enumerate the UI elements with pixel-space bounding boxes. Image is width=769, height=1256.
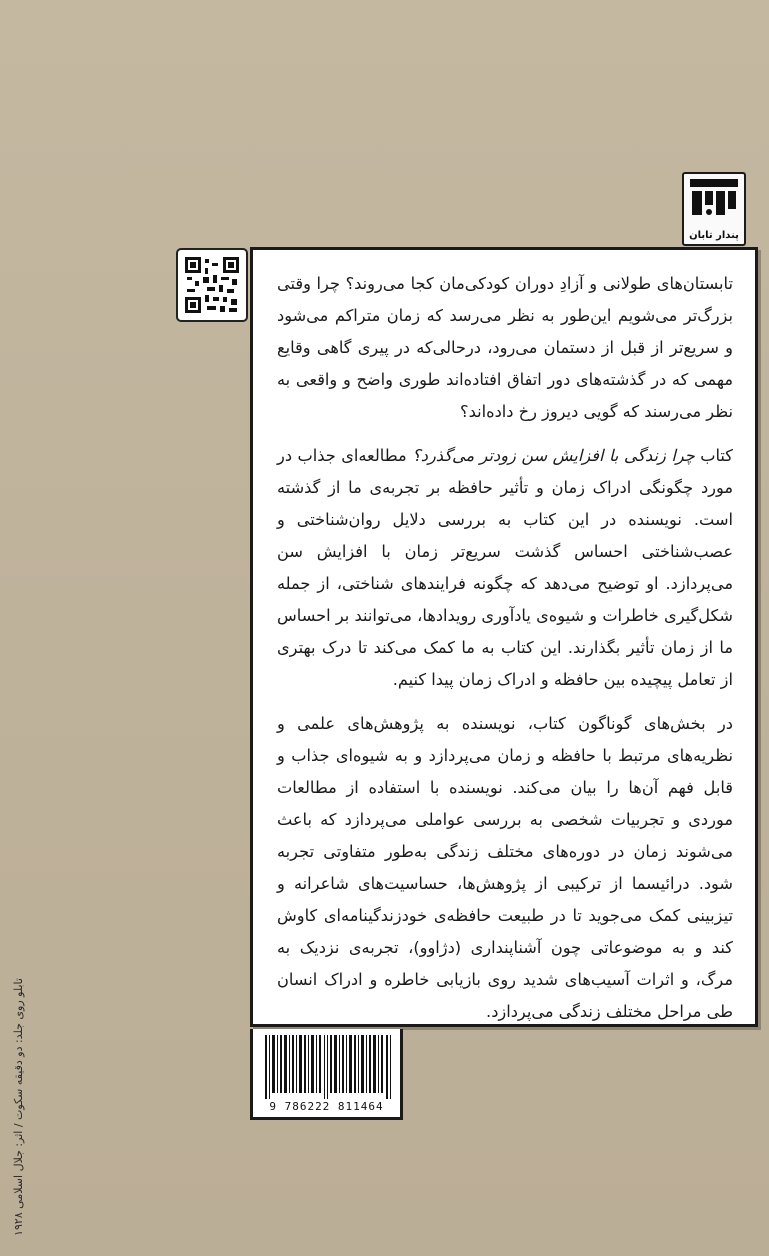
publisher-logo-icon [690, 179, 738, 219]
cover-art-credit: تابلو روی جلد: دو دقیقه سکوت / اثر: جلال اسلامی ۱۹۲۸ [12, 978, 25, 1236]
blurb-paragraph-1: تابستان‌های طولانی و آزادِ دوران کودکی‌مان کجا می‌روند؟ چرا وقتی بزرگ‌تر می‌شویم این‌طور به نظر می‌رسد که زمان متراکم می‌شود و سریع‌تر از قبل از دستمان می‌رود، درحالی‌که در پیری گاهی وقایع مهمی که در گذشته‌های دور اتفاق افتاده‌اند طوری واضح و واقعی به نظر می‌رسند که گویی دیروز رخ داده‌اند؟ [277, 274, 733, 421]
blurb-paragraph-2-prefix: کتاب [700, 446, 733, 465]
blurb-paragraph-2 [277, 440, 733, 696]
isbn-barcode [250, 1029, 403, 1120]
book-title-inline: چرا زندگی با افزایش سن زودتر می‌گذرد؟ [412, 446, 695, 465]
barcode-icon [261, 1035, 396, 1099]
isbn-number: 9 786222 811464 [269, 1100, 384, 1113]
publisher-name: پندار تابان [689, 230, 739, 241]
publisher-logo [682, 172, 746, 246]
blurb-panel [250, 247, 758, 1027]
blurb-text [277, 268, 733, 1040]
qr-code [176, 248, 248, 322]
blurb-paragraph-2-rest: مطالعه‌ای جذاب در مورد چگونگی ادراک زمان و تأثیر حافظه بر تجربه‌ی ما از گذشته است. نویسنده در این کتاب به بررسی دلایل روان‌شناختی و عصب‌شناختی احساس گذشت سریع‌تر زمان با افزایش سن می‌پردازد. او توضیح می‌دهد که چگونه فرایندهای شناختی، از جمله شکل‌گیری خاطرات و شیوه‌ی یادآوری رویدادها، می‌توانند بر احساس ما از زمان تأثیر بگذارند. این کتاب به ما کمک می‌کند تا درک بهتری از تعامل پیچیده بین حافظه و ادراک زمان پیدا کنیم. [277, 446, 733, 689]
blurb-paragraph-3: در بخش‌های گوناگون کتاب، نویسنده به پژوهش‌های علمی و نظریه‌های مرتبط با حافظه و زمان می‌پردازد و به شیوه‌ای جذاب و قابل فهم آن‌ها را بیان می‌کند. نویسنده با استفاده از مطالعات موردی و تجربیات شخصی به بررسی عواملی می‌پردازد که باعث می‌شوند زمان در دوره‌های مختلف زندگی به‌طور متفاوتی تجربه شود. درائیسما از ترکیبی از پژوهش‌ها، حساسیت‌های شاعرانه و تیزبینی کمک می‌جوید تا در طبیعت حافظه‌ی خودزندگینامه‌ای کاوش کند و به موضوعاتی چون آشناپنداری (دژاوو)، تجربه‌ی نزدیک به مرگ، و اثرات آسیب‌های شدید روی بازیابی خاطره و ادراک انسان طی مراحل مختلف زندگی می‌پردازد. [277, 714, 733, 1021]
qr-code-icon [185, 257, 239, 313]
